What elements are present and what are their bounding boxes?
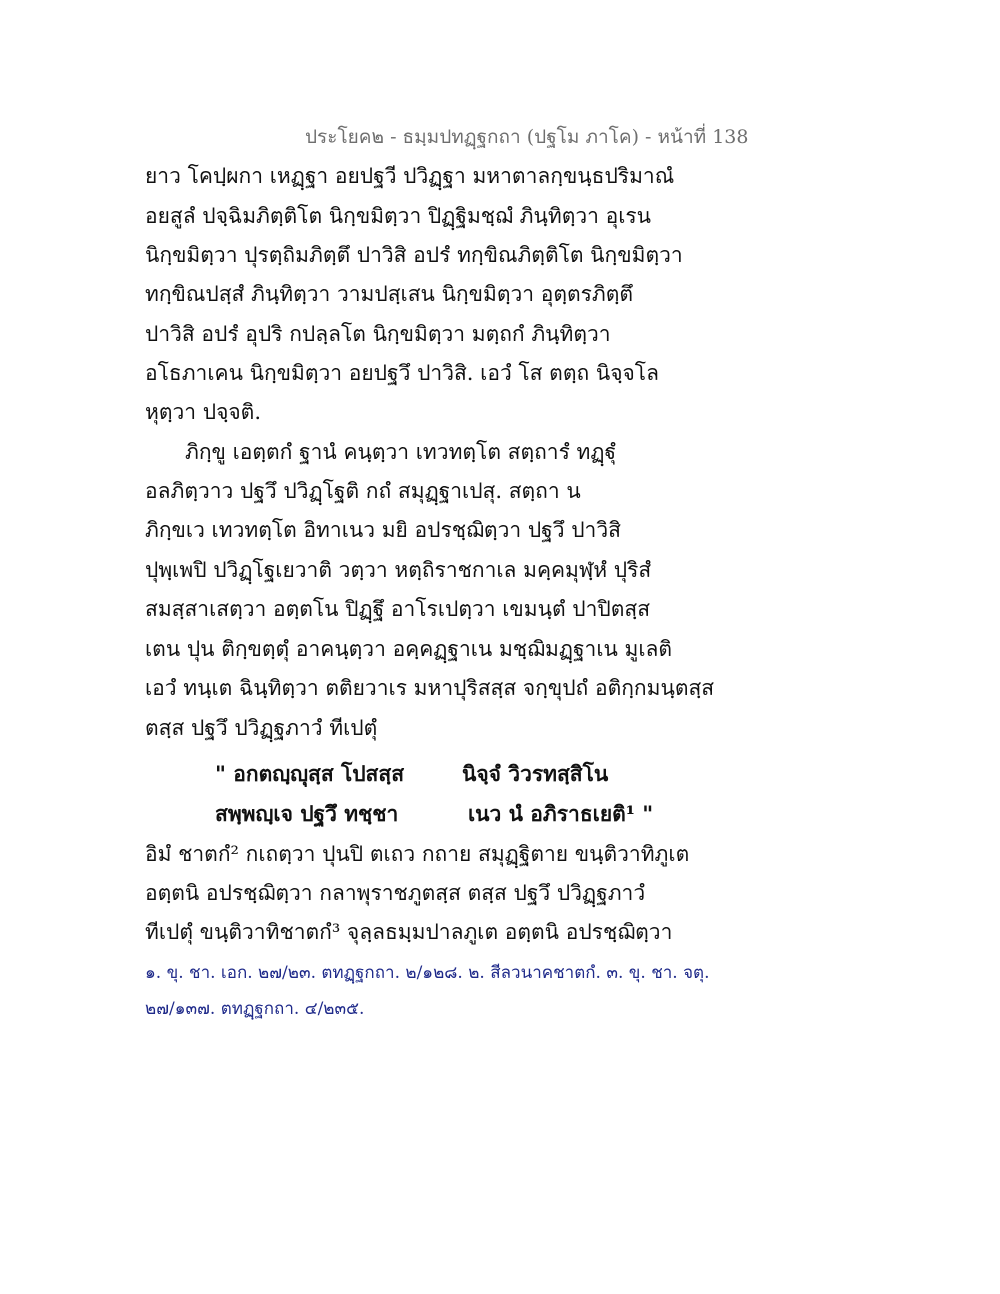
text-line: เอวํ ทนฺเต ฉินฺทิตฺวา ตติยวาเร มหาปุริสสฺส จกฺขุปถํ อติกฺกมนฺตสฺส: [145, 676, 715, 700]
footnote-line: ๑. ขุ. ชา. เอก. ๒๗/๒๓. ตทฏฺฐกถา. ๒/๑๒๘. ๒. สีลวนาคชาตกํ. ๓. ขุ. ชา. จตุ.: [145, 963, 710, 983]
text-line: สมสฺสาเสตฺวา อตฺตโน ปิฏฺฐึ อาโรเปตฺวา เขมนฺตํ ปาปิตสฺส: [145, 597, 651, 621]
text-line: เตน ปุน ติกฺขตฺตุํ อาคนฺตฺวา อคฺคฏฺฐาเน มชฺฌิมฏฺฐาเน มูเลติ: [145, 637, 673, 661]
text-line: ตสฺส ปฐวึ ปวิฏฺฐภาวํ ทีเปตุํ: [145, 716, 378, 740]
verse-line-1-left: " อกตญฺญุสฺส โปสสฺส: [215, 761, 405, 786]
verse-line-2-left: สพฺพญฺเจ ปฐวึ ทชฺชา: [215, 801, 399, 826]
text-line: ปุพฺเพปิ ปวิฏฺโฐเยวาติ วตฺวา หตฺถิราชกาเล มคฺคมุฬฺหํ ปุริสํ: [145, 558, 652, 582]
text-line: ภิกฺขเว เทวทตฺโต อิทาเนว มยิ อปรชฺฌิตฺวา ปฐวึ ปาวิสิ: [145, 518, 621, 542]
text-line: นิกฺขมิตฺวา ปุรตฺถิมภิตฺตึ ปาวิสิ อปรํ ทกฺขิณภิตฺติโต นิกฺขมิตฺวา: [145, 243, 683, 267]
text-line: อลภิตฺวาว ปฐวึ ปวิฏฺโฐติ กถํ สมุฏฺฐาเปสุ. สตฺถา น: [145, 479, 581, 503]
verse-line-2-right: เนว นํ อภิราธเยติ¹ ": [468, 801, 654, 826]
text-line: หุตฺวา ปจฺจติ.: [145, 400, 261, 424]
text-line: อยสูลํ ปจฺฉิมภิตฺติโต นิกฺขมิตฺวา ปิฏฺฐิมชฺฌํ ภินฺทิตฺวา อุเรน: [145, 204, 652, 228]
text-line: อิมํ ชาตกํ² กเถตฺวา ปุนปิ ตเถว กถาย สมุฏฺฐิตาย ขนฺติวาทิภูเต: [145, 842, 690, 866]
text-line: ทกฺขิณปสฺสํ ภินฺทิตฺวา วามปสฺเสน นิกฺขมิตฺวา อุตฺตรภิตฺตึ: [145, 282, 634, 306]
text-line: อตฺตนิ อปรชฺฌิตฺวา กลาพุราชภูตสฺส ตสฺส ปฐวึ ปวิฏฺฐภาวํ: [145, 881, 646, 905]
text-line: ยาว โคปฺผกา เหฏฺฐา อยปฐวี ปวิฏฺฐา มหาตาลกฺขนฺธปริมาณํ: [145, 164, 675, 188]
text-line: ปาวิสิ อปรํ อุปริ กปลฺลโต นิกฺขมิตฺวา มตฺถกํ ภินฺทิตฺวา: [145, 322, 611, 346]
text-line: ภิกฺขู เอตฺตกํ ฐานํ คนฺตฺวา เทวทตฺโต สตฺถารํ ทฏฺฐุํ: [185, 440, 617, 464]
footnote-line: ๒๗/๑๓๗. ตทฏฺฐกถา. ๔/๒๓๕.: [145, 999, 365, 1019]
verse-line-1-right: นิจฺจํ วิวรทสฺสิโน: [462, 761, 609, 786]
page-header: ประโยค๒ - ธมฺมปทฏฺฐกถา (ปฐโม ภาโค) - หน้าที่ 138: [305, 126, 749, 148]
text-line: อโธภาเคน นิกฺขมิตฺวา อยปฐวึ ปาวิสิ. เอวํ โส ตตฺถ นิจฺจโล: [145, 361, 659, 385]
text-line: ทีเปตุํ ขนฺติวาทิชาตกํ³ จุลฺลธมฺมปาลภูเต อตฺตนิ อปรชฺฌิตฺวา: [145, 920, 673, 944]
